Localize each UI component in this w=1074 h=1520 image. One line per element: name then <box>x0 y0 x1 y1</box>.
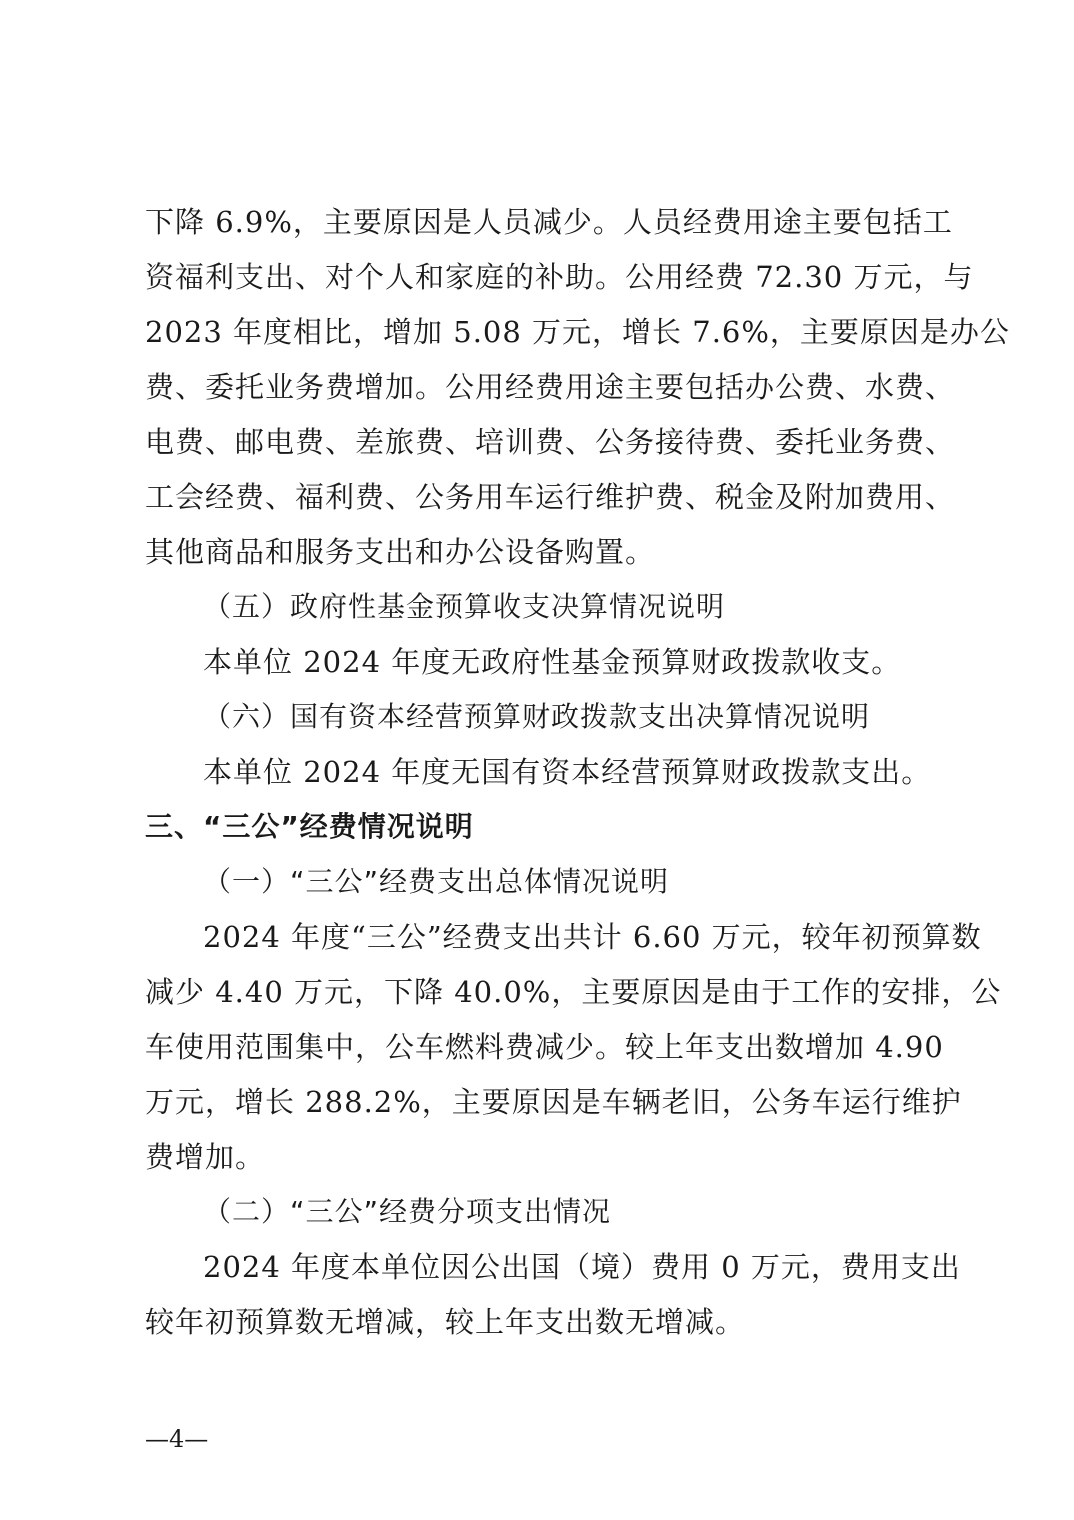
subsection-2-line-2: 较年初预算数无增减，较上年支出数无增减。 <box>145 1305 746 1339</box>
paragraph-line-2: 资福利支出、对个人和家庭的补助。公用经费 72.30 万元，与 <box>145 260 974 294</box>
paragraph-line-4: 费、委托业务费增加。公用经费用途主要包括办公费、水费、 <box>145 370 956 404</box>
paragraph-line-7: 其他商品和服务支出和办公设备购置。 <box>145 535 656 569</box>
page-number: —4— <box>145 1425 209 1453</box>
paragraph-line-3: 2023 年度相比，增加 5.08 万元，增长 7.6%，主要原因是办公 <box>145 315 1010 349</box>
paragraph-line-6: 工会经费、福利费、公务用车运行维护费、税金及附加费用、 <box>145 480 956 514</box>
section-heading-5: （五）政府性基金预算收支决算情况说明 <box>203 590 726 623</box>
section-heading-6: （六）国有资本经营预算财政拨款支出决算情况说明 <box>203 700 871 733</box>
paragraph-line-1: 下降 6.9%，主要原因是人员减少。人员经费用途主要包括工 <box>145 205 953 239</box>
section-6-text: 本单位 2024 年度无国有资本经营预算财政拨款支出。 <box>203 755 932 789</box>
subsection-1-line-4: 万元，增长 288.2%，主要原因是车辆老旧，公务车运行维护 <box>145 1085 962 1119</box>
subsection-1-line-2: 减少 4.40 万元，下降 40.0%，主要原因是由于工作的安排，公 <box>145 975 1002 1009</box>
subsection-2-line-1: 2024 年度本单位因公出国（境）费用 0 万元，费用支出 <box>203 1250 961 1284</box>
subsection-heading-1: （一）“三公”经费支出总体情况说明 <box>203 865 670 898</box>
subsection-1-line-3: 车使用范围集中，公车燃料费减少。较上年支出数增加 4.90 <box>145 1030 944 1064</box>
section-5-text: 本单位 2024 年度无政府性基金预算财政拨款收支。 <box>203 645 902 679</box>
subsection-heading-2: （二）“三公”经费分项支出情况 <box>203 1195 612 1228</box>
subsection-1-line-5: 费增加。 <box>145 1140 266 1174</box>
paragraph-line-5: 电费、邮电费、差旅费、培训费、公务接待费、委托业务费、 <box>145 425 956 459</box>
subsection-1-line-1: 2024 年度“三公”经费支出共计 6.60 万元，较年初预算数 <box>203 920 982 954</box>
chapter-heading-3: 三、“三公”经费情况说明 <box>145 810 474 843</box>
